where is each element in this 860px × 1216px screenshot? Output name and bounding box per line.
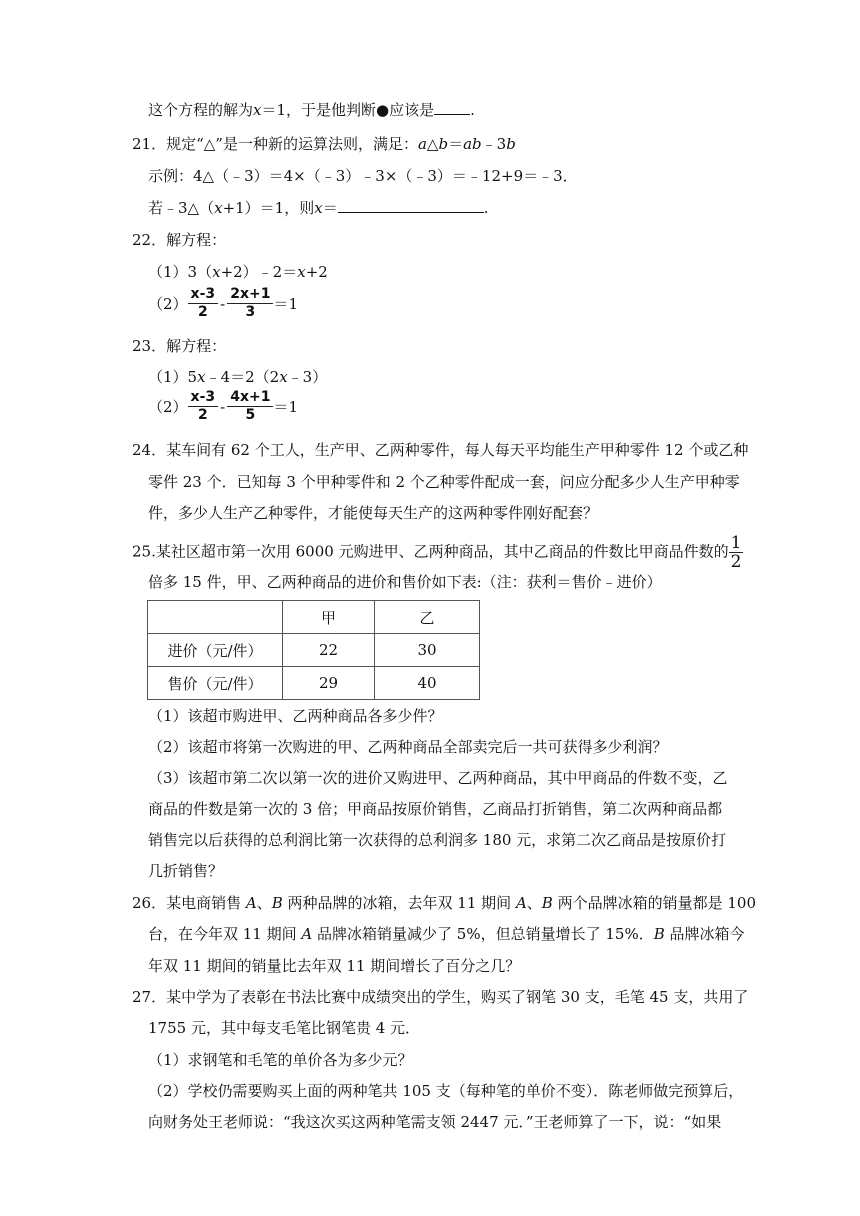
answer-blank [338, 198, 484, 213]
q24-line3: 件，多少人生产乙种零件，才能使每天生产的这两种零件刚好配套？ [148, 504, 599, 522]
fraction: $\frac{x-3}{2}$ [188, 286, 219, 321]
q25-sub3-line1: （3）该超市第二次以第一次的进价又购进甲、乙两种商品，其中甲商品的件数不变，乙 [148, 769, 728, 787]
question-21: 21．规定“△”是一种新的运算法则，满足：a△b＝ab﹣3b [132, 135, 516, 153]
q24-line2: 零件 23 个．已知每 3 个甲种零件和 2 个乙种零件配成一套，问应分配多少人生产甲种零 [148, 473, 740, 491]
question-27: 27．某中学为了表彰在书法比赛中成绩突出的学生，购买了钢笔 30 支，毛笔 45 支，共用了 [132, 988, 749, 1006]
table-cell: 30 [375, 634, 480, 667]
table-cell: 甲 [283, 601, 375, 634]
q22-part2: （2） $\frac{x-3}{2}$ - $\frac{2x+1}{3}$ ＝1 [148, 286, 299, 320]
q23-part2: （2） $\frac{x-3}{2}$ - $\frac{4x+1}{5}$ ＝1 [148, 389, 299, 423]
fraction: $\frac{4x+1}{5}$ [227, 389, 273, 424]
table-cell: 进价（元/件） [148, 634, 283, 667]
table-cell: 售价（元/件） [148, 667, 283, 700]
table-cell: 22 [283, 634, 375, 667]
fraction-one-half: $\frac{1}{2}$ [730, 533, 742, 572]
table-row [148, 634, 480, 667]
table-cell: 乙 [375, 601, 480, 634]
q27-sub2-line1: （2）学校仍需要购买上面的两种笔共 105 支（每种笔的单价不变）．陈老师做完预算后， [148, 1082, 744, 1100]
q25-sub3-line4: 几折销售？ [148, 862, 224, 880]
question-24: 24．某车间有 62 个工人，生产甲、乙两种零件，每人每天平均能生产甲种零件 12 个或乙种 [132, 441, 749, 459]
q22-part1: （1）3（x+2）﹣2＝x+2 [148, 263, 328, 281]
table-cell [148, 601, 283, 634]
q21-example: 示例：4△（﹣3）＝4×（﹣3）﹣3×（﹣3）＝﹣12+9＝﹣3． [148, 167, 578, 185]
table-row [148, 667, 480, 700]
q25-sub2: （2）该超市将第一次购进的甲、乙两种商品全部卖完后一共可获得多少利润？ [148, 738, 668, 756]
fraction: $\frac{x-3}{2}$ [188, 389, 219, 424]
table-cell: 40 [375, 667, 480, 700]
q27-sub2-line2: 向财务处王老师说：“我这次买这两种笔需支领 2447 元．”王老师算了一下，说：“如果 [148, 1113, 722, 1131]
q20-tail-line: 这个方程的解为x＝1，于是他判断●应该是 . [148, 101, 475, 119]
q25-sub3-line2: 商品的件数是第一次的 3 倍；甲商品按原价销售，乙商品打折销售，第二次两种商品都 [148, 800, 723, 818]
answer-blank [434, 100, 470, 115]
question-26: 26．某电商销售 A、B 两种品牌的冰箱，去年双 11 期间 A、B 两个品牌冰箱的销量都是 100 [132, 894, 756, 912]
question-23: 23．解方程： [132, 337, 227, 355]
q26-line2: 台，在今年双 11 期间 A 品牌冰箱销量减少了 5%，但总销量增长了 15%．B 品牌冰箱今 [148, 925, 745, 943]
question-22: 22．解方程： [132, 231, 227, 249]
fraction: $\frac{2x+1}{3}$ [227, 286, 273, 321]
question-25: 25.某社区超市第一次用 6000 元购进甲、乙两种商品，其中乙商品的件数比甲商品件数的 $\frac{1}{2}$ [132, 533, 742, 572]
q21-condition: 若﹣3△（x+1）＝1，则x＝ . [148, 199, 489, 217]
q23-part1: （1）5x﹣4＝2（2x﹣3） [148, 368, 328, 386]
price-table [147, 600, 480, 700]
q25-line2: 倍多 15 件，甲、乙两种商品的进价和售价如下表:（注：获利＝售价﹣进价） [148, 573, 662, 591]
q25-sub3-line3: 销售完以后获得的总利润比第一次获得的总利润多 180 元，求第二次乙商品是按原价打 [148, 831, 727, 849]
q27-line2: 1755 元，其中每支毛笔比钢笔贵 4 元． [148, 1019, 421, 1037]
table-cell: 29 [283, 667, 375, 700]
table-header-row [148, 601, 480, 634]
q25-sub1: （1）该超市购进甲、乙两种商品各多少件？ [148, 707, 443, 725]
q26-line3: 年双 11 期间的销量比去年双 11 期间增长了百分之几？ [148, 957, 521, 975]
q27-sub1: （1）求钢笔和毛笔的单价各为多少元？ [148, 1051, 413, 1069]
